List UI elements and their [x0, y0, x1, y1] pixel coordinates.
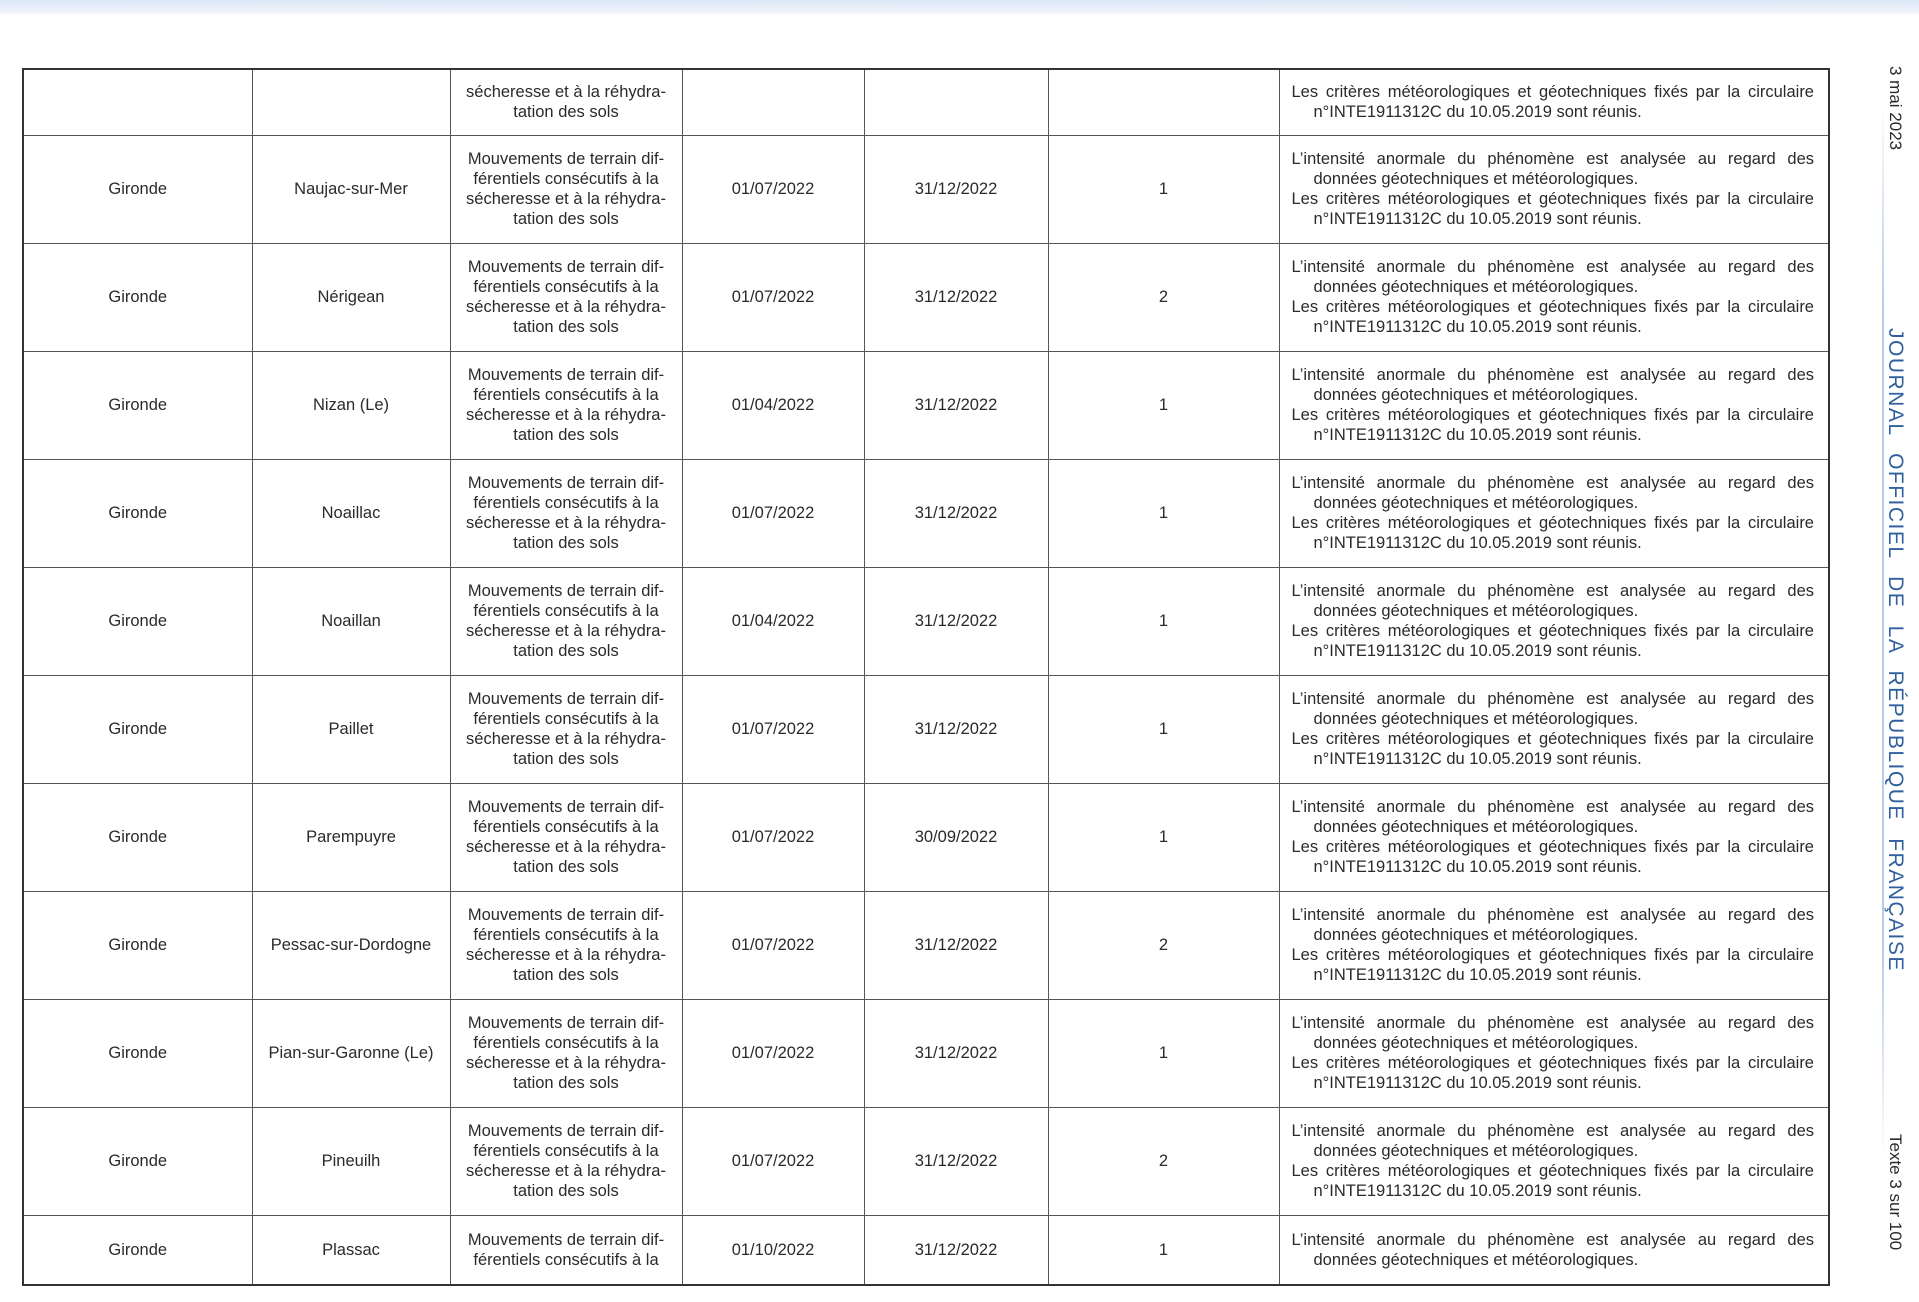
table-row [23, 675, 1829, 783]
nature-cell [450, 351, 682, 459]
nature-line: férentiels consécutifs à la [473, 818, 659, 836]
obs-intensite-text: L’intensité anormale du phénomène est analysée au regard des données géotechniques et météorologiques. [1291, 258, 1814, 296]
nature-line: sécheresse et à la réhydra- [466, 946, 666, 964]
obs-intensite-text: L’intensité anormale du phénomène est analysée au regard des données géotechniques et météorologiques. [1291, 798, 1814, 836]
nature-line: tation des sols [513, 103, 619, 122]
table-row [23, 567, 1829, 675]
nature-line: sécheresse et à la réhydra- [466, 622, 666, 640]
date-fin-cell: 31/12/2022 [864, 675, 1048, 783]
nature-line: tation des sols [513, 1182, 619, 1200]
commune-cell: Noaillac [252, 459, 450, 567]
commune-cell: Noaillan [252, 567, 450, 675]
nature-line: sécheresse et à la réhydra- [466, 190, 666, 208]
table-body [23, 69, 1829, 1285]
observations-cell [1279, 891, 1829, 999]
constat-cell [1048, 69, 1279, 135]
departement-cell [23, 69, 252, 135]
observations-cell [1279, 999, 1829, 1107]
date-fin-cell: 31/12/2022 [864, 243, 1048, 351]
nature-cell [450, 675, 682, 783]
table-row [23, 1107, 1829, 1215]
commune-cell: Nizan (Le) [252, 351, 450, 459]
nature-line: sécheresse et à la réhydra- [466, 1162, 666, 1180]
date-debut-cell: 01/04/2022 [682, 567, 864, 675]
nature-line: tation des sols [513, 750, 619, 768]
observations-cell [1279, 351, 1829, 459]
nature-line: tation des sols [513, 858, 619, 876]
nature-line: férentiels consécutifs à la [473, 278, 659, 296]
observations-cell [1279, 567, 1829, 675]
observations-cell [1279, 675, 1829, 783]
obs-criteres-text: Les critères météorologiques et géotechniques fixés par la circulaire n°INTE1911312C du 10.05.2019 sont réunis. [1291, 622, 1814, 660]
date-fin-cell: 31/12/2022 [864, 1107, 1048, 1215]
table-row [23, 351, 1829, 459]
nature-line: Mouvements de terrain dif- [467, 798, 665, 816]
constat-cell: 2 [1048, 243, 1279, 351]
nature-cell [450, 459, 682, 567]
departement-cell: Gironde [23, 351, 252, 459]
date-debut-cell: 01/07/2022 [682, 891, 864, 999]
table-row [23, 999, 1829, 1107]
commune-cell: Paillet [252, 675, 450, 783]
nature-line: tation des sols [513, 966, 619, 984]
nature-cell [450, 135, 682, 243]
commune-cell: Pessac-sur-Dordogne [252, 891, 450, 999]
commune-cell: Nérigean [252, 243, 450, 351]
obs-criteres-text: Les critères météorologiques et géotechniques fixés par la circulaire n°INTE1911312C du 10.05.2019 sont réunis. [1291, 83, 1814, 122]
nature-line: férentiels consécutifs à la [473, 710, 659, 728]
date-fin-cell: 31/12/2022 [864, 1215, 1048, 1285]
departement-cell: Gironde [23, 567, 252, 675]
constat-cell: 2 [1048, 891, 1279, 999]
constat-cell: 1 [1048, 1215, 1279, 1285]
obs-intensite-text: L’intensité anormale du phénomène est analysée au regard des données géotechniques et météorologiques. [1291, 582, 1814, 620]
nature-line: Mouvements de terrain dif- [467, 366, 665, 384]
observations-cell [1279, 69, 1829, 135]
obs-criteres-text: Les critères météorologiques et géotechniques fixés par la circulaire n°INTE1911312C du 10.05.2019 sont réunis. [1291, 1162, 1814, 1200]
departement-cell: Gironde [23, 783, 252, 891]
date-debut-cell: 01/07/2022 [682, 135, 864, 243]
date-debut-cell: 01/10/2022 [682, 1215, 864, 1285]
nature-line: tation des sols [513, 426, 619, 444]
nature-cell [450, 999, 682, 1107]
nature-cell [450, 1107, 682, 1215]
obs-intensite-text: L’intensité anormale du phénomène est analysée au regard des données géotechniques et météorologiques. [1291, 474, 1814, 512]
nature-line: férentiels consécutifs à la [473, 926, 659, 944]
date-debut-cell: 01/07/2022 [682, 999, 864, 1107]
nature-line: Mouvements de terrain dif- [467, 150, 665, 168]
date-fin-cell: 31/12/2022 [864, 135, 1048, 243]
obs-intensite-text: L’intensité anormale du phénomène est analysée au regard des données géotechniques et météorologiques. [1291, 690, 1814, 728]
obs-criteres-text: Les critères météorologiques et géotechniques fixés par la circulaire n°INTE1911312C du 10.05.2019 sont réunis. [1291, 406, 1814, 444]
departement-cell: Gironde [23, 1215, 252, 1285]
table-row [23, 1215, 1829, 1285]
nature-line: sécheresse et à la réhydra- [466, 514, 666, 532]
nature-cell [450, 1215, 682, 1285]
obs-intensite-text: L’intensité anormale du phénomène est analysée au regard des données géotechniques et météorologiques. [1291, 906, 1814, 944]
commune-cell: Plassac [252, 1215, 450, 1285]
obs-criteres-text: Les critères météorologiques et géotechniques fixés par la circulaire n°INTE1911312C du 10.05.2019 sont réunis. [1291, 730, 1814, 768]
table-row [23, 135, 1829, 243]
obs-criteres-text: Les critères météorologiques et géotechniques fixés par la circulaire n°INTE1911312C du 10.05.2019 sont réunis. [1291, 946, 1814, 984]
page-date: 3 mai 2023 [1886, 66, 1905, 151]
table-row [23, 243, 1829, 351]
departement-cell: Gironde [23, 999, 252, 1107]
nature-line: tation des sols [513, 210, 619, 228]
nature-cell [450, 567, 682, 675]
date-fin-cell: 31/12/2022 [864, 459, 1048, 567]
nature-line: sécheresse et à la réhydra- [466, 1054, 666, 1072]
date-fin-cell: 31/12/2022 [864, 999, 1048, 1107]
nature-line: sécheresse et à la réhydra- [466, 838, 666, 856]
obs-intensite-text: L’intensité anormale du phénomène est analysée au regard des données géotechniques et météorologiques. [1291, 1122, 1814, 1160]
observations-cell [1279, 243, 1829, 351]
nature-line: férentiels consécutifs à la [473, 386, 659, 404]
date-debut-cell [682, 69, 864, 135]
date-debut-cell: 01/04/2022 [682, 351, 864, 459]
date-debut-cell: 01/07/2022 [682, 243, 864, 351]
nature-cell [450, 243, 682, 351]
nature-line: férentiels consécutifs à la [473, 1142, 659, 1160]
obs-intensite-text: L’intensité anormale du phénomène est analysée au regard des données géotechniques et météorologiques. [1291, 1014, 1814, 1052]
nature-line: sécheresse et à la réhydra- [466, 406, 666, 424]
constat-cell: 1 [1048, 135, 1279, 243]
obs-criteres-text: Les critères météorologiques et géotechniques fixés par la circulaire n°INTE1911312C du 10.05.2019 sont réunis. [1291, 1054, 1814, 1092]
obs-criteres-text: Les critères météorologiques et géotechniques fixés par la circulaire n°INTE1911312C du 10.05.2019 sont réunis. [1291, 190, 1814, 228]
constat-cell: 2 [1048, 1107, 1279, 1215]
table-row [23, 783, 1829, 891]
commune-cell [252, 69, 450, 135]
nature-line: Mouvements de terrain dif- [467, 690, 665, 708]
observations-cell [1279, 459, 1829, 567]
commune-cell: Pineuilh [252, 1107, 450, 1215]
date-fin-cell: 31/12/2022 [864, 891, 1048, 999]
departement-cell: Gironde [23, 459, 252, 567]
nature-cell [450, 69, 682, 135]
nature-line: sécheresse et à la réhydra- [466, 83, 666, 102]
nature-line: Mouvements de terrain dif- [467, 1014, 665, 1032]
obs-criteres-text: Les critères météorologiques et géotechniques fixés par la circulaire n°INTE1911312C du 10.05.2019 sont réunis. [1291, 838, 1814, 876]
nature-line: Mouvements de terrain dif- [467, 582, 665, 600]
constat-cell: 1 [1048, 459, 1279, 567]
table-row [23, 891, 1829, 999]
observations-cell [1279, 783, 1829, 891]
departement-cell: Gironde [23, 891, 252, 999]
date-fin-cell: 31/12/2022 [864, 567, 1048, 675]
observations-cell [1279, 1107, 1829, 1215]
scan-top-band [0, 0, 1919, 16]
nature-line: Mouvements de terrain dif- [467, 1122, 665, 1140]
obs-intensite-text: L’intensité anormale du phénomène est analysée au regard des données géotechniques et météorologiques. [1291, 1230, 1814, 1269]
nature-line: tation des sols [513, 1074, 619, 1092]
date-fin-cell: 30/09/2022 [864, 783, 1048, 891]
obs-intensite-text: L’intensité anormale du phénomène est analysée au regard des données géotechniques et météorologiques. [1291, 366, 1814, 404]
departement-cell: Gironde [23, 675, 252, 783]
text-reference: Texte 3 sur 100 [1886, 1134, 1905, 1251]
commune-cell: Naujac-sur-Mer [252, 135, 450, 243]
obs-criteres-text: Les critères météorologiques et géotechniques fixés par la circulaire n°INTE1911312C du 10.05.2019 sont réunis. [1291, 514, 1814, 552]
departement-cell: Gironde [23, 1107, 252, 1215]
departement-cell: Gironde [23, 243, 252, 351]
nature-line: férentiels consécutifs à la [473, 1250, 659, 1269]
observations-cell [1279, 1215, 1829, 1285]
commune-cell: Pian-sur-Garonne (Le) [252, 999, 450, 1107]
nature-line: sécheresse et à la réhydra- [466, 298, 666, 316]
nature-cell [450, 891, 682, 999]
constat-cell: 1 [1048, 999, 1279, 1107]
nature-line: sécheresse et à la réhydra- [466, 730, 666, 748]
constat-cell: 1 [1048, 783, 1279, 891]
constat-cell: 1 [1048, 675, 1279, 783]
arrete-table [22, 68, 1830, 1286]
nature-line: tation des sols [513, 318, 619, 336]
obs-intensite-text: L’intensité anormale du phénomène est analysée au regard des données géotechniques et météorologiques. [1291, 150, 1814, 188]
date-debut-cell: 01/07/2022 [682, 783, 864, 891]
obs-criteres-text: Les critères météorologiques et géotechniques fixés par la circulaire n°INTE1911312C du 10.05.2019 sont réunis. [1291, 298, 1814, 336]
nature-line: férentiels consécutifs à la [473, 170, 659, 188]
nature-line: férentiels consécutifs à la [473, 494, 659, 512]
date-debut-cell: 01/07/2022 [682, 1107, 864, 1215]
journal-title: JOURNAL OFFICIEL DE LA RÉPUBLIQUE FRANÇAISE [1884, 328, 1907, 972]
nature-line: férentiels consécutifs à la [473, 1034, 659, 1052]
nature-line: Mouvements de terrain dif- [467, 1230, 665, 1249]
table-row [23, 459, 1829, 567]
nature-line: tation des sols [513, 642, 619, 660]
nature-line: Mouvements de terrain dif- [467, 906, 665, 924]
commune-cell: Parempuyre [252, 783, 450, 891]
constat-cell: 1 [1048, 567, 1279, 675]
date-debut-cell: 01/07/2022 [682, 459, 864, 567]
date-fin-cell: 31/12/2022 [864, 351, 1048, 459]
nature-line: Mouvements de terrain dif- [467, 474, 665, 492]
nature-line: Mouvements de terrain dif- [467, 258, 665, 276]
nature-line: tation des sols [513, 534, 619, 552]
date-debut-cell: 01/07/2022 [682, 675, 864, 783]
nature-line: férentiels consécutifs à la [473, 602, 659, 620]
nature-cell [450, 783, 682, 891]
departement-cell: Gironde [23, 135, 252, 243]
constat-cell: 1 [1048, 351, 1279, 459]
table-row [23, 69, 1829, 135]
observations-cell [1279, 135, 1829, 243]
date-fin-cell [864, 69, 1048, 135]
